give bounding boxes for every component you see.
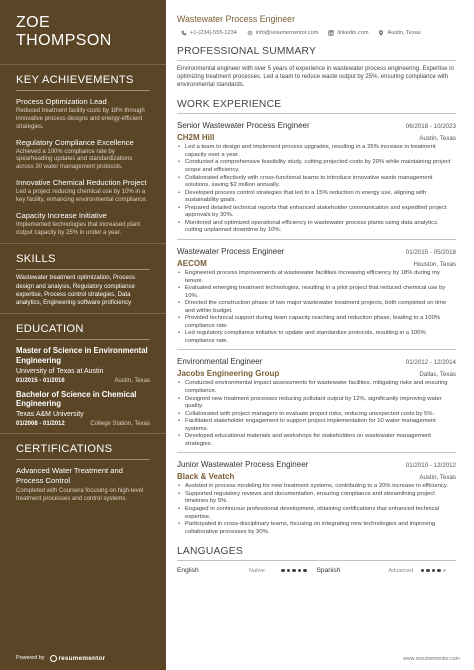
job-bullet: • Developed process control strategies that led to a 15% reduction in energy use, aligning with sustainability goals.	[177, 190, 456, 205]
job-role: Senior Wastewater Process Engineer	[177, 121, 310, 131]
achievement-item	[16, 97, 150, 132]
job-header	[177, 460, 456, 469]
certifications-section	[0, 434, 166, 504]
location-contact	[378, 30, 420, 36]
language-level: Advanced	[388, 567, 414, 574]
education-item	[16, 390, 150, 427]
achievement-item	[16, 211, 150, 238]
education-location: College Station, Texas	[90, 421, 150, 428]
location-text: Austin, Texas	[387, 30, 421, 36]
job-subheader	[177, 133, 456, 142]
main-content	[166, 0, 474, 670]
achievement-item	[16, 138, 150, 173]
job-location: Houston, Texas	[413, 260, 456, 268]
job-bullets	[177, 144, 456, 235]
skills-heading: SKILLS	[16, 244, 150, 270]
achievement-item	[16, 178, 150, 205]
rating-dot	[281, 569, 285, 573]
job-bullets	[177, 483, 456, 536]
email-contact[interactable]	[247, 30, 319, 36]
job-subheader	[177, 472, 456, 481]
job-company: Jacobs Engineering Group	[177, 369, 280, 379]
achievement-title: Capacity Increase Initiative	[16, 210, 107, 220]
job-bullet: • Provided technical support during team capacity reaching and reduction phase, leading to a 100% compliance rate.	[177, 315, 456, 330]
achievements-list	[16, 97, 150, 237]
job-divider	[177, 349, 456, 350]
job-bullets	[177, 380, 456, 448]
certification-text: Completed with Coursera focusing on high-level treatment processes and control systems.	[16, 488, 144, 502]
footer-url[interactable]: www.resumementor.com	[403, 656, 460, 662]
job-bullet: • Monitored and optimized operational efficiency in wastewater process plants using data analytics, cutting unplanned downtime by 10%.	[177, 220, 456, 235]
job-bullet: • Engaged in continuous professional development, obtaining certifications that enhanced technical expertise.	[177, 506, 456, 521]
rating-dot	[292, 569, 296, 573]
job-entry	[177, 121, 456, 240]
education-degree: Bachelor of Science in Chemical Engineering	[16, 389, 137, 409]
education-meta	[16, 378, 150, 384]
rating-dot	[421, 569, 425, 573]
certification-item	[16, 466, 150, 504]
languages-heading: LANGUAGES	[177, 546, 456, 561]
job-bullets	[177, 270, 456, 345]
job-bullet: • Developed educational materials and workshops for stakeholders on wastewater management strategies.	[177, 433, 456, 448]
skills-text: Wastewater treatment optimization, Process design and analysis, Regulatory compliance expertise, Process control strategies, Data analytics, Engineering software proficiency	[16, 274, 135, 307]
job-divider	[177, 452, 456, 453]
summary-heading: PROFESSIONAL SUMMARY	[177, 46, 456, 61]
resumementor-logo-text: resumementor	[58, 655, 106, 662]
linkedin-text: linkedin.com	[337, 30, 369, 36]
job-entry	[177, 247, 456, 350]
education-meta	[16, 421, 150, 427]
job-bullet: • Evaluated emerging treatment technologies, resulting in a pilot project that reduced chemical use by 10%.	[177, 285, 456, 300]
achievement-text: Implemented technologies that increased plant output capacity by 25% in under a year.	[16, 221, 141, 236]
education-dates: 01/2015 - 01/2016	[16, 377, 65, 384]
job-header	[177, 357, 456, 366]
job-bullet: • Led regulatory compliance initiative to update and standardize protocols, resulting in a 100% compliance rate.	[177, 330, 456, 345]
achievement-text: Led a project reducing chemical use by 10% in a key facility, enhancing environmental compliance.	[16, 189, 148, 203]
job-location: Dallas, Texas	[419, 371, 456, 379]
job-bullet: • Assisted in process modeling for new treatment systems, contributing to a 20% increase in efficiency.	[177, 483, 456, 491]
job-bullet: • Prepared detailed technical reports that enhanced stakeholder communication and expedited project approvals by 30%.	[177, 205, 456, 220]
linkedin-icon	[328, 30, 334, 36]
education-school: University of Texas at Austin	[16, 367, 104, 375]
powered-by	[16, 655, 105, 662]
certifications-list	[16, 466, 150, 504]
experience-list	[177, 121, 456, 536]
language-name: English	[177, 567, 199, 575]
language-rating	[281, 569, 307, 573]
education-dates: 01/2008 - 01/2012	[16, 421, 65, 428]
job-entry	[177, 460, 456, 536]
education-item	[16, 346, 150, 383]
job-dates: 01/2012 - 12/2014	[405, 359, 456, 367]
job-bullet: • Directed the construction phase of two major wastewater treatment projects, both completed on time and within budget.	[177, 300, 456, 315]
logo-icon	[50, 655, 57, 662]
job-dates: 06/2018 - 10/2023	[405, 123, 456, 131]
rating-dot	[426, 569, 430, 573]
language-name: Spanish	[316, 567, 341, 575]
job-role: Junior Wastewater Process Engineer	[177, 460, 309, 470]
achievement-text: Achieved a 100% compliance rate by spearheading updates and standardizations across 30 water management protocols.	[16, 148, 133, 171]
achievement-title: Innovative Chemical Reduction Project	[16, 178, 147, 187]
resumementor-logo[interactable]	[50, 655, 105, 662]
job-header	[177, 121, 456, 130]
email-icon	[247, 30, 253, 36]
rating-dot	[287, 569, 291, 573]
job-bullet: • Participated in cross-disciplinary teams, focusing on integrating new technologies and improving collaborative processes by 30%.	[177, 521, 456, 536]
job-bullet: • Conducted environmental impact assessments for wastewater facilities, mitigating risks and ensuring compliance.	[177, 380, 456, 395]
job-bullet: • Supported regulatory reviews and documentation, ensuring compliance and streamlining project timelines by 5%.	[177, 491, 456, 506]
job-company: CH2M Hill	[177, 133, 215, 143]
job-dates: 01/2015 - 05/2018	[405, 248, 456, 256]
achievements-heading: KEY ACHIEVEMENTS	[16, 65, 150, 91]
achievement-title: Regulatory Compliance Excellence	[16, 137, 134, 147]
rating-dot	[303, 569, 307, 573]
phone-icon	[181, 30, 187, 36]
languages-list	[177, 567, 456, 574]
job-bullet: • Facilitated stakeholder engagement to support project implementation for 10 water management systems.	[177, 418, 456, 433]
rating-dot	[443, 569, 447, 573]
achievement-text: Reduced treatment facility costs by 18% through innovative process designs and energy-efficient strategies.	[16, 108, 145, 130]
job-company: AECOM	[177, 258, 207, 268]
job-location: Austin, Texas	[419, 474, 456, 482]
contact-info	[181, 30, 456, 36]
location-pin-icon	[378, 30, 384, 36]
education-school: Texas A&M University	[16, 411, 84, 419]
job-bullet: • Engineered process improvements at wastewater facilities increasing efficiency by 18% during my tenure.	[177, 270, 456, 285]
candidate-name: ZOE THOMPSON	[0, 14, 166, 65]
summary-text: Environmental engineer with over 5 years of experience in wastewater process engineering. Expertise in optimizing treatment processes. Led a team to reduce waste output by 25%, ensuring compliance with environmental standards.	[177, 66, 454, 88]
phone-contact[interactable]	[181, 30, 237, 36]
language-rating	[421, 569, 447, 573]
job-divider	[177, 239, 456, 240]
job-dates: 01/2010 - 12/2012	[405, 462, 456, 470]
language-item	[317, 567, 457, 574]
rating-dot	[298, 569, 302, 573]
job-bullet: • Collaborated effectively with cross-functional teams to introduce innovative waste management solutions, saving $2 million annually.	[177, 175, 456, 190]
language-item	[177, 567, 317, 574]
achievements-section	[0, 65, 166, 237]
certifications-heading: CERTIFICATIONS	[16, 434, 150, 460]
job-entry	[177, 357, 456, 453]
phone-text: +1-(234)-555-1234	[190, 30, 237, 36]
job-bullet: • Collaborated with project managers to evaluate project risks, reducing unexpected costs by 5%.	[177, 411, 456, 419]
skills-section	[0, 244, 166, 307]
education-heading: EDUCATION	[16, 314, 150, 340]
education-location: Austin, Texas	[114, 377, 150, 384]
job-location: Austin, Texas	[419, 135, 456, 143]
job-role: Wastewater Process Engineer	[177, 246, 285, 256]
job-company: Black & Veatch	[177, 472, 235, 482]
experience-heading: WORK EXPERIENCE	[177, 99, 456, 114]
rating-dot	[437, 569, 441, 573]
job-bullet: • Conducted a comprehensive feasibility study, cutting projected costs by 20% while maintaining project scope and efficiency.	[177, 159, 456, 174]
job-bullet: • Led a team to design and implement process upgrades, resulting in a 25% increase in treatment capacity over a year.	[177, 144, 456, 159]
headline-title: Wastewater Process Engineer	[177, 14, 295, 24]
language-level: Native	[249, 567, 265, 574]
certification-title: Advanced Water Treatment and Process Control	[16, 466, 123, 485]
job-bullet: • Designed new treatment processes reducing pollutant output by 12%, significantly improving water quality.	[177, 396, 456, 411]
email-text: info@resumementor.com	[255, 30, 319, 36]
rating-dot	[432, 569, 436, 573]
job-subheader	[177, 259, 456, 268]
achievement-title: Process Optimization Lead	[16, 97, 107, 106]
education-section	[0, 314, 166, 427]
sidebar	[0, 0, 166, 670]
powered-by-label: Powered by	[16, 655, 45, 662]
job-role: Environmental Engineer	[177, 357, 263, 367]
job-header	[177, 247, 456, 256]
job-subheader	[177, 369, 456, 378]
education-list	[16, 346, 150, 427]
education-degree: Master of Science in Environmental Engineering	[16, 346, 148, 366]
linkedin-contact[interactable]	[328, 30, 368, 36]
